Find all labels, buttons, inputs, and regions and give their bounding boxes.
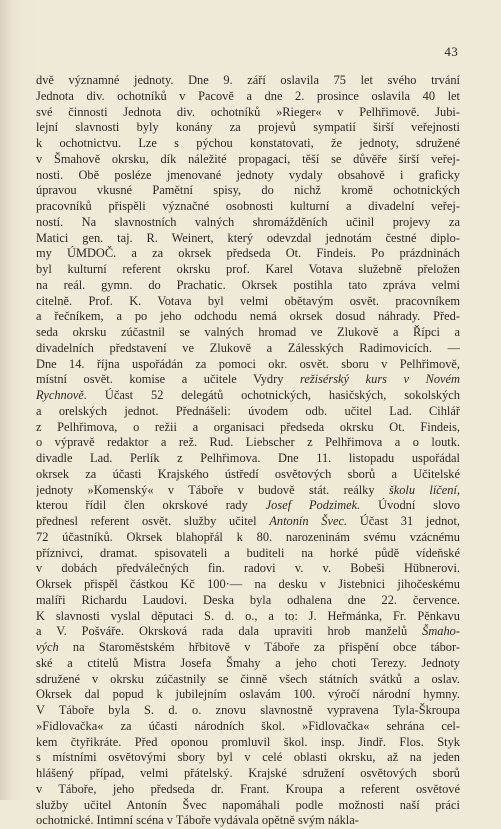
text-segment: kem čtyřikráte. Před oponou promluvil škol. insp. Jindř. Flos. Styk — [36, 734, 460, 749]
text-line — [36, 546, 460, 562]
text-segment: na Staroměstském hřbitově v Táboře za přispění obce tábor- — [58, 640, 460, 654]
text-line — [36, 215, 460, 231]
text-line — [36, 750, 460, 766]
italic-text: režisérský kurs v Novém — [299, 372, 460, 387]
text-line — [36, 703, 460, 719]
text-line — [36, 262, 460, 278]
text-segment: nosti. Obě posléze jmenované jednoty vydaly obsahově i graficky — [36, 167, 460, 182]
text-segment: k ochotnictvu. Lze s pýchou konstatovati, že jednoty, sdružené — [36, 136, 460, 150]
text-segment: v dobách předválečných fin. radovi v. v. Bobeši Hübnerovi. — [36, 561, 460, 576]
text-line — [36, 593, 460, 609]
text-line — [36, 278, 460, 294]
text-segment: Okrsek přispěl částkou Kč 100·— na desku v Jistebnici jihočeskému — [36, 577, 460, 591]
text-segment: jednoty »Komenský« v Táboře v budově stát. reálky — [36, 482, 389, 497]
body-text — [36, 73, 460, 829]
text-segment: 72 účastníků. Okrsek blahopřál k 80. narozeninám svému vzácnému — [36, 529, 460, 544]
text-segment: a řečníkem, a po jeho odchodu nemá okrsek dosud náhrady. Před- — [36, 309, 460, 324]
text-segment: Účast 52 delegátů ochotnických, hasičských, sokolských — [87, 388, 460, 402]
text-line — [36, 404, 460, 420]
text-line — [36, 231, 460, 247]
text-line — [36, 719, 460, 735]
text-segment: a orelských jednot. Přednášeli: úvodem odb. učitel Lad. Cihlář — [36, 403, 460, 418]
text-line — [36, 687, 460, 703]
text-line — [36, 309, 460, 325]
text-line — [36, 498, 460, 514]
text-segment: Dne 14. října uspořádán za pomoci okr. osvět. sboru v Pelhřimově, — [36, 356, 460, 371]
text-line — [36, 561, 460, 577]
text-line — [36, 73, 460, 89]
text-segment: příznivci, dramat. spisovateli a buditeli na horké půdě vídeňské — [36, 545, 460, 560]
text-line — [36, 435, 460, 451]
italic-text: Josef Podzimek. — [265, 498, 361, 513]
text-segment: »Fidlovačka« za účasti národních škol. »Fidlovačka« sehrána cel- — [36, 718, 460, 733]
text-line — [36, 168, 460, 184]
text-segment: z Pelhřimova, o režii a organisaci předseda okrsku Ot. Findeis, — [36, 419, 460, 434]
text-segment: v Táboře, jeho předseda dr. Frant. Kroupa a referent osvětové — [36, 781, 460, 796]
text-segment: místní osvět. komise a učitele Vydry — [36, 372, 300, 387]
text-segment: malíři Richardu Laudovi. Deska byla odhalena dne 22. července. — [36, 592, 460, 607]
text-line — [36, 183, 460, 199]
text-segment: ností. Na slavnostních valných shromážděních učinil projevy za — [36, 214, 460, 229]
text-segment: ochotnické. Intimní scéna v Táboře vydávala opětně svým nákla- — [36, 813, 359, 828]
text-line — [36, 246, 460, 262]
text-segment: Jednota div. ochotníků v Pacově a dne 2. prosince oslavila 40 let — [36, 88, 460, 103]
text-line — [36, 483, 460, 499]
text-segment: kterou řídil člen okrskové rady — [36, 498, 266, 513]
italic-text: Antonín Švec. — [269, 514, 348, 528]
text-segment: divadelních představení ve Zlukově a Zálesských Radimovicích. — — [36, 340, 460, 355]
text-line — [36, 514, 460, 530]
italic-text: Šmaho- — [422, 624, 460, 639]
text-segment: byl kulturní referent okrsku prof. Karel Votava služebně přeložen — [36, 262, 460, 276]
page-number: 43 — [444, 44, 458, 59]
text-line — [36, 451, 460, 467]
text-segment: dvě významné jednoty. Dne 9. září oslavila 75 let svého trvání — [36, 73, 460, 87]
text-line — [36, 656, 460, 672]
text-segment: okrsek za účasti Krajského ústředí osvětových sborů a Učitelské — [36, 466, 460, 481]
text-line — [36, 624, 460, 640]
text-segment: divadle Lad. Perlík z Pelhřimova. Dne 11. listopadu uspořádal — [36, 451, 460, 465]
text-line — [36, 609, 460, 625]
text-segment: seda okrsku zúčastnil se valných hromad ve Zlukově a Řípci a — [36, 325, 460, 339]
text-line — [36, 341, 460, 357]
text-line — [36, 420, 460, 436]
text-line — [36, 813, 460, 829]
text-line — [36, 325, 460, 341]
text-segment: Úvodní slovo — [360, 498, 460, 513]
text-segment: sdružené v okrsku zúčastnily se činně všech státních svátků a oslav. — [36, 671, 460, 686]
text-segment: úpravou vkusné Pamětní spisy, do nichž kromě ochotnických — [36, 183, 460, 198]
text-segment: K slavnosti vyslal děputaci S. d. o., a to: J. Heřmánka, Fr. Pěnkavu — [36, 608, 460, 623]
text-line — [36, 672, 460, 688]
text-line — [36, 357, 460, 373]
text-segment: Matici gen. taj. R. Weinert, který odevzdal jednotám čestné diplo- — [36, 230, 460, 245]
text-segment: své činnosti Jednota div. ochotníků »Rieger« v Pelhřimově. Jubi- — [36, 104, 460, 119]
italic-text: školu líčení, — [388, 482, 460, 497]
text-line — [36, 735, 460, 751]
text-line — [36, 294, 460, 310]
text-line — [36, 89, 460, 105]
text-segment: v Šmahově okrsku, dík náležité propagaci, těší se důvěře širší veřej- — [36, 151, 460, 166]
text-segment: pracovníků přispěli význačné osobnosti kulturní a divadelní veřej- — [36, 199, 460, 213]
text-line — [36, 105, 460, 121]
text-segment: V Táboře byla S. d. o. znovu slavnostně vypravena Tyla-Škroupa — [36, 703, 460, 717]
text-line — [36, 152, 460, 168]
text-line — [36, 577, 460, 593]
text-segment: Okrsek dal popud k jubilejním oslavám 100. výročí národní hymny. — [36, 687, 460, 702]
text-line — [36, 782, 460, 798]
text-segment: citelně. Prof. K. Votava byl velmi obětavým osvět. pracovníkem — [36, 293, 460, 308]
text-segment: lejní slavnosti byly konány za projevů sympatií širší veřejnosti — [36, 120, 460, 135]
text-line — [36, 388, 460, 404]
text-segment: o výpravě redaktor a rež. Rud. Liebscher z Pelhřimova a o loutk. — [36, 435, 460, 450]
text-segment: ské a ctitelů Mistra Josefa Šmahy a jeho choti Terezy. Jednoty — [36, 655, 460, 670]
text-line — [36, 640, 460, 656]
text-line — [36, 120, 460, 136]
italic-text: vých — [36, 640, 59, 654]
text-line — [36, 136, 460, 152]
text-segment: přednesl referent osvět. služby učitel — [36, 514, 270, 528]
italic-text: Rychnově. — [36, 388, 88, 402]
text-segment: na reál. gymn. do Prachatic. Okrsek postihla tato zpráva velmi — [36, 277, 460, 292]
text-segment: Účast 31 jednot, — [347, 514, 460, 528]
text-line — [36, 199, 460, 215]
text-segment: s místními osvětovými sbory byl v celé oblasti okrsku, až na jeden — [36, 750, 460, 765]
text-line — [36, 372, 460, 388]
text-line — [36, 766, 460, 782]
text-line — [36, 467, 460, 483]
text-segment: my ÚMDOČ. a za okrsek předseda Ot. Findeis. Po prázdninách — [36, 246, 460, 261]
text-segment: služby učitel Antonín Švec napomáhali podle možnosti naší práci — [36, 797, 460, 812]
text-segment: hlášený případ, velmi přátelský. Krajské sdružení osvětových sborů — [36, 766, 460, 780]
text-segment: a V. Pošváře. Okrsková rada dala upraviti hrob manželů — [36, 624, 423, 639]
text-line — [36, 530, 460, 546]
